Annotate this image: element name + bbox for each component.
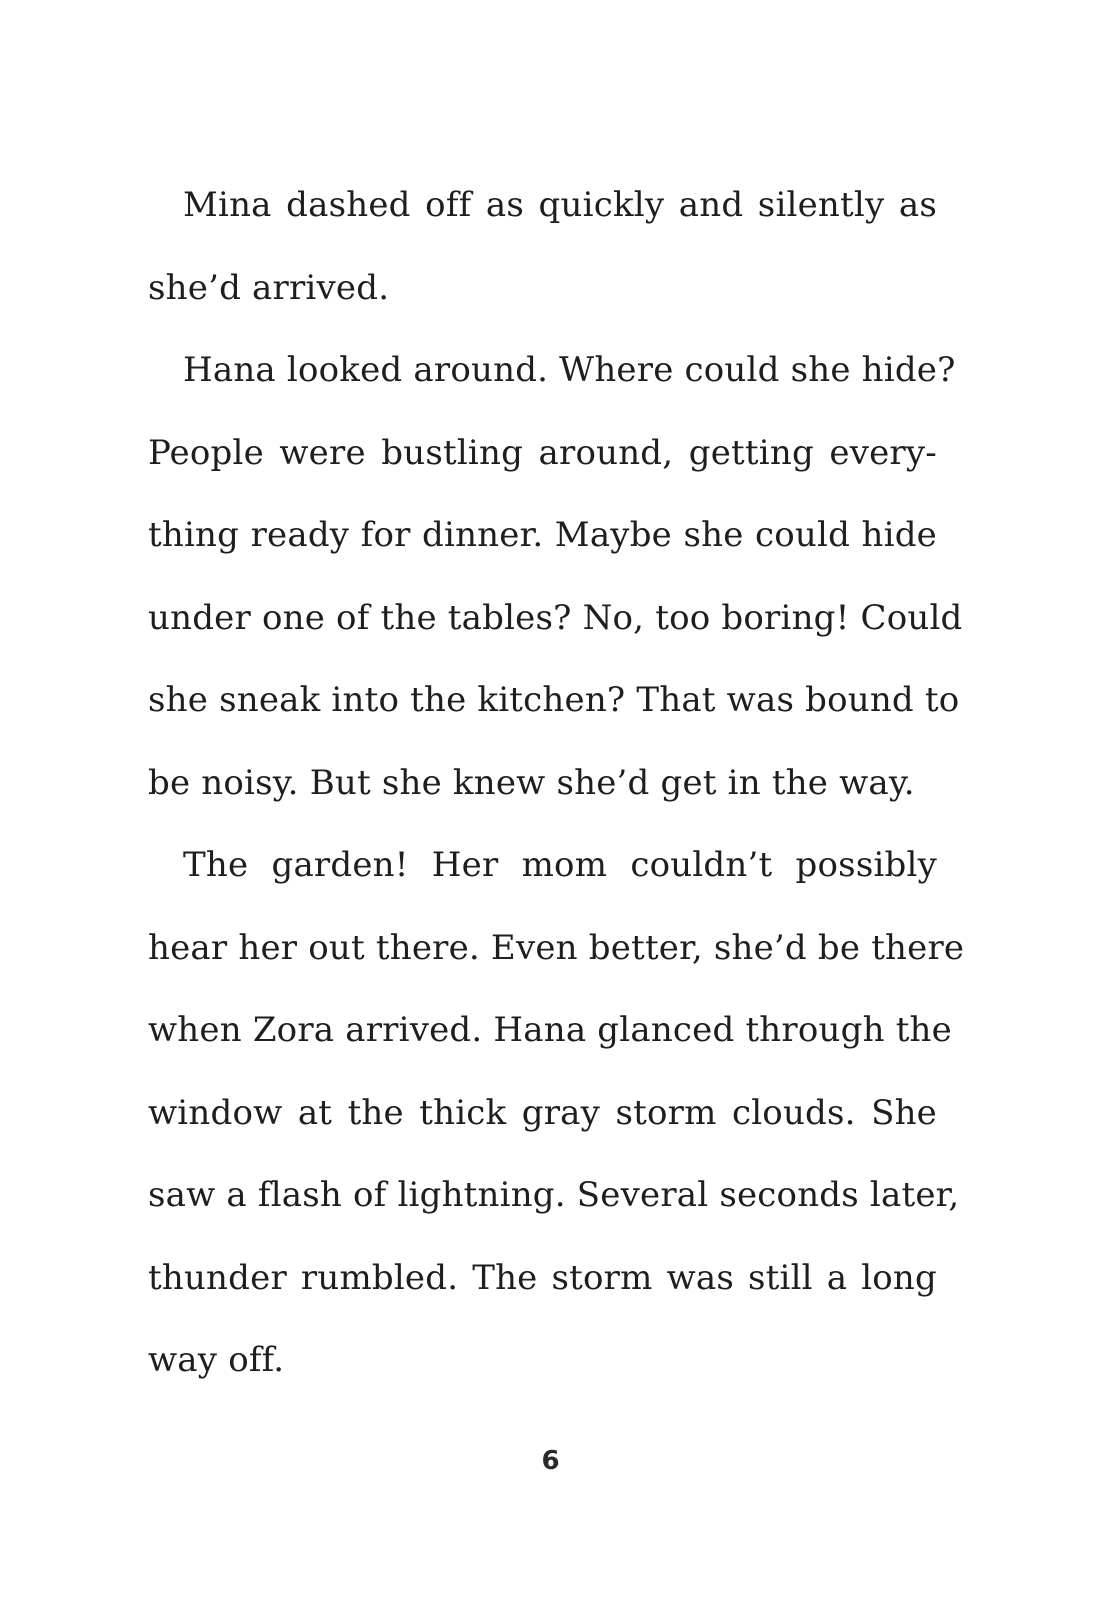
text-line: she’d arrived. xyxy=(148,267,390,308)
page-number: 6 xyxy=(541,1446,560,1476)
text-line: saw a flash of lightning. Several seconds later, xyxy=(148,1175,960,1215)
text-line: Mina dashed off as quickly and silently as xyxy=(183,185,937,225)
text-line: The garden! Her mom couldn’t possibly xyxy=(183,845,937,885)
text-line: People were bustling around, getting every- xyxy=(148,432,937,473)
text-line: Hana looked around. Where could she hide? xyxy=(183,350,956,390)
text-line: hear her out there. Even better, she’d be there xyxy=(148,927,965,968)
text-line: thunder rumbled. The storm was still a long xyxy=(148,1257,937,1298)
text-line: under one of the tables? No, too boring! Could xyxy=(148,597,963,638)
text-line: thing ready for dinner. Maybe she could hide xyxy=(148,515,937,555)
text-line: she sneak into the kitchen? That was bound to xyxy=(148,680,960,720)
text-line: be noisy. But she knew she’d get in the way. xyxy=(148,762,915,803)
body-text xyxy=(148,164,965,1402)
text-line: window at the thick gray storm clouds. She xyxy=(148,1092,937,1133)
text-line: when Zora arrived. Hana glanced through the xyxy=(148,1010,952,1050)
text-line: way off. xyxy=(148,1340,285,1380)
